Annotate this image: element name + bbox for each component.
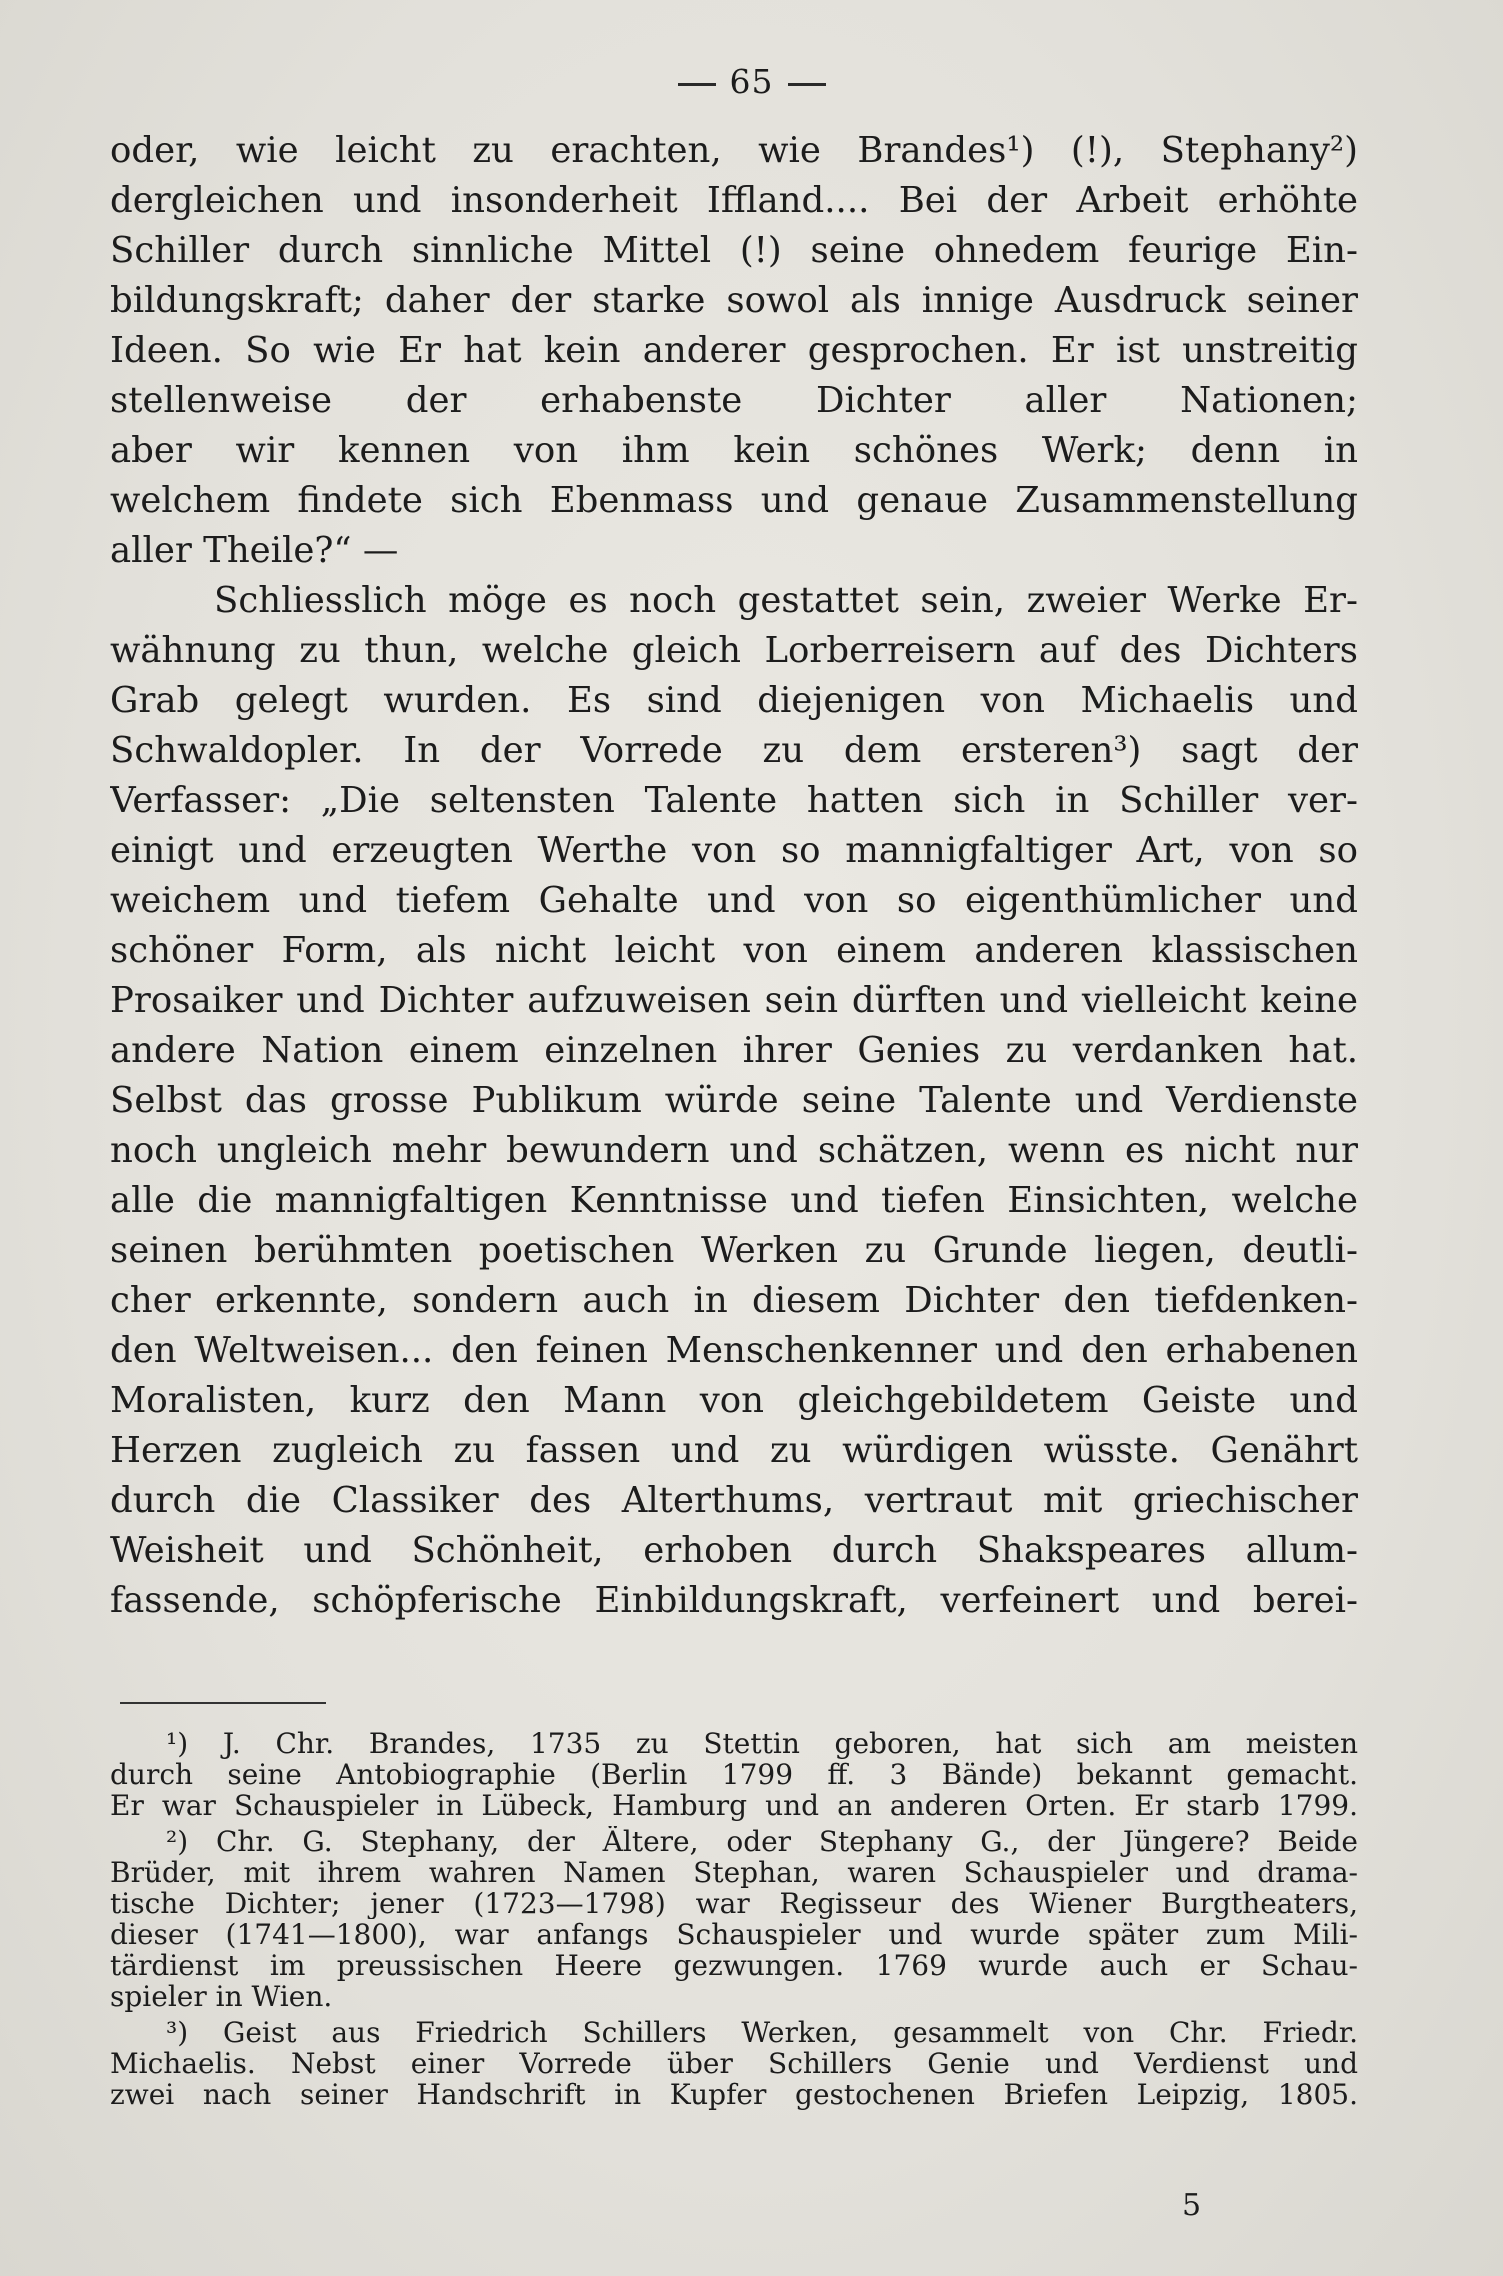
- text-line: durch die Classiker des Alterthums, vertraut mit griechischer: [110, 1480, 1358, 1521]
- footnote-2: [110, 1826, 1358, 2012]
- footnote-line: ²) Chr. G. Stephany, der Ältere, oder Stephany G., der Jüngere? Beide: [166, 1826, 1358, 1857]
- footnote-line: tische Dichter; jener (1723—1798) war Regisseur des Wiener Burgtheaters,: [110, 1888, 1358, 1919]
- text-line: stellenweise der erhabenste Dichter aller Nationen;: [110, 380, 1358, 421]
- text-line: schöner Form, als nicht leicht von einem anderen klassischen: [110, 930, 1358, 971]
- text-line: seinen berühmten poetischen Werken zu Grunde liegen, deutli-: [110, 1230, 1358, 1271]
- text-line: Schiller durch sinnliche Mittel (!) seine ohnedem feurige Ein-: [110, 230, 1358, 271]
- text-line: Herzen zugleich zu fassen und zu würdigen wüsste. Genährt: [110, 1430, 1358, 1471]
- text-line: Verfasser: „Die seltensten Talente hatten sich in Schiller ver-: [110, 780, 1358, 821]
- text-line: aber wir kennen von ihm kein schönes Werk; denn in: [110, 430, 1358, 471]
- text-line: fassende, schöpferische Einbildungskraft, verfeinert und berei-: [110, 1580, 1358, 1621]
- footnote-divider: [120, 1702, 326, 1704]
- text-line: wähnung zu thun, welche gleich Lorberreisern auf des Dichters: [110, 630, 1358, 671]
- text-line: Prosaiker und Dichter aufzuweisen sein dürften und vielleicht keine: [110, 980, 1358, 1021]
- text-line: Ideen. So wie Er hat kein anderer gesprochen. Er ist unstreitig: [110, 330, 1358, 371]
- text-line: andere Nation einem einzelnen ihrer Genies zu verdanken hat.: [110, 1030, 1358, 1071]
- footnotes: [110, 1728, 1358, 2115]
- header-dash-right: [788, 83, 826, 86]
- text-line: Moralisten, kurz den Mann von gleichgebildetem Geiste und: [110, 1380, 1358, 1421]
- text-line: oder, wie leicht zu erachten, wie Brandes¹) (!), Stephany²): [110, 130, 1358, 171]
- footnote-line: dieser (1741—1800), war anfangs Schauspieler und wurde später zum Mili-: [110, 1919, 1358, 1950]
- text-line: bildungskraft; daher der starke sowol als innige Ausdruck seiner: [110, 280, 1358, 321]
- footnote-line: ¹) J. Chr. Brandes, 1735 zu Stettin geboren, hat sich am meisten: [166, 1728, 1358, 1759]
- footnote-line: ³) Geist aus Friedrich Schillers Werken, gesammelt von Chr. Friedr.: [166, 2017, 1358, 2048]
- text-line: Grab gelegt wurden. Es sind diejenigen von Michaelis und: [110, 680, 1358, 721]
- main-text: [110, 126, 1358, 1626]
- text-line: cher erkennte, sondern auch in diesem Dichter den tiefdenken-: [110, 1280, 1358, 1321]
- text-line: aller Theile?“ —: [110, 530, 399, 571]
- text-line: welchem findete sich Ebenmass und genaue Zusammenstellung: [110, 480, 1358, 521]
- footnote-1: [110, 1728, 1358, 1821]
- text-line: einigt und erzeugten Werthe von so mannigfaltiger Art, von so: [110, 830, 1358, 871]
- page-header: [0, 62, 1503, 101]
- page-number: 65: [729, 62, 774, 101]
- text-line: den Weltweisen... den feinen Menschenkenner und den erhabenen: [110, 1330, 1358, 1371]
- header-dash-left: [678, 83, 716, 86]
- text-line: alle die mannigfaltigen Kenntnisse und tiefen Einsichten, welche: [110, 1180, 1358, 1221]
- footnote-line: Er war Schauspieler in Lübeck, Hamburg und an anderen Orten. Er starb 1799.: [110, 1790, 1358, 1821]
- text-line: dergleichen und insonderheit Iffland.... Bei der Arbeit erhöhte: [110, 180, 1358, 221]
- footnote-line: Michaelis. Nebst einer Vorrede über Schillers Genie und Verdienst und: [110, 2048, 1358, 2079]
- signature-mark: 5: [1182, 2188, 1202, 2223]
- text-line: Selbst das grosse Publikum würde seine Talente und Verdienste: [110, 1080, 1358, 1121]
- footnote-line: spieler in Wien.: [110, 1981, 333, 2012]
- text-line: weichem und tiefem Gehalte und von so eigenthümlicher und: [110, 880, 1358, 921]
- footnote-line: zwei nach seiner Handschrift in Kupfer gestochenen Briefen Leipzig, 1805.: [110, 2079, 1358, 2110]
- text-line: Weisheit und Schönheit, erhoben durch Shakspeares allum-: [110, 1530, 1358, 1571]
- text-line: noch ungleich mehr bewundern und schätzen, wenn es nicht nur: [110, 1130, 1358, 1171]
- footnote-line: durch seine Antobiographie (Berlin 1799 ff. 3 Bände) bekannt gemacht.: [110, 1759, 1358, 1790]
- footnote-line: Brüder, mit ihrem wahren Namen Stephan, waren Schauspieler und drama-: [110, 1857, 1358, 1888]
- footnote-line: tärdienst im preussischen Heere gezwungen. 1769 wurde auch er Schau-: [110, 1950, 1358, 1981]
- text-line: Schwaldopler. In der Vorrede zu dem ersteren³) sagt der: [110, 730, 1358, 771]
- paragraph-start-line: Schliesslich möge es noch gestattet sein, zweier Werke Er-: [214, 580, 1358, 621]
- footnote-3: [110, 2017, 1358, 2110]
